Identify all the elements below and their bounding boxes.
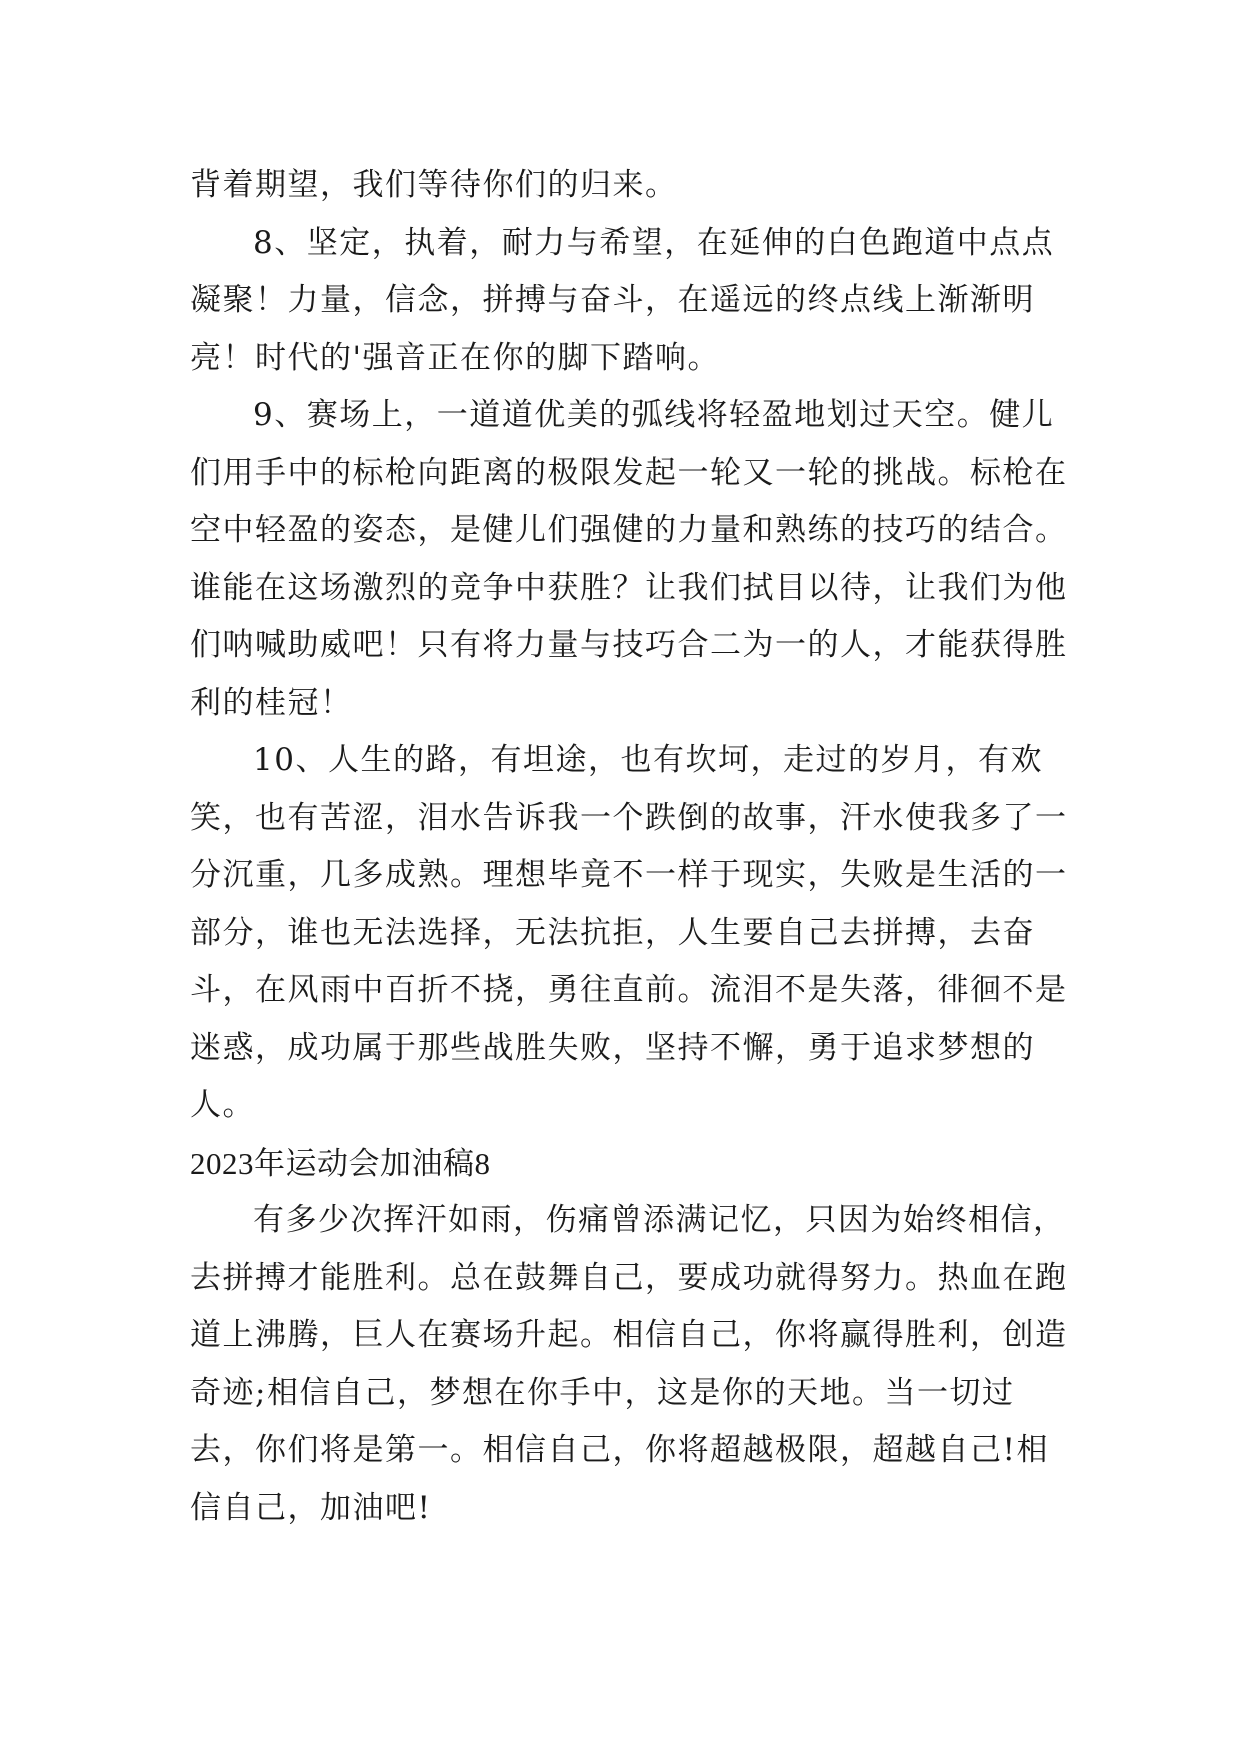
paragraph-final: 有多少次挥汗如雨，伤痛曾添满记忆，只因为始终相信，去拼搏才能胜利。总在鼓舞自己，要成功就得努力。热血在跑道上沸腾，巨人在赛场升起。相信自己，你将赢得胜利，创造奇迹;相信自己，梦想在你手中，这是你的天地。当一切过去，你们将是第一。相信自己，你将超越极限，超越自己!相信自己，加油吧! [190, 1202, 1068, 1526]
paragraph-item-10: 10、人生的路，有坦途，也有坎坷，走过的岁月，有欢笑，也有苦涩，泪水告诉我一个跌倒的故事，汗水使我多了一分沉重，几多成熟。理想毕竟不一样于现实，失败是生活的一部分，谁也无法选择，无法抗拒，人生要自己去拼搏，去奋斗，在风雨中百折不挠，勇往直前。流泪不是失落，徘徊不是迷惑，成功属于那些战胜失败，坚持不懈，勇于追求梦想的人。 [190, 742, 1068, 1123]
paragraph-item-8: 8、坚定，执着，耐力与希望，在延伸的白色跑道中点点凝聚！力量，信念，拼搏与奋斗，在遥远的终点线上渐渐明亮！时代的'强音正在你的脚下踏响。 [190, 224, 1055, 376]
paragraph-continuation: 背着期望，我们等待你们的归来。 [190, 167, 678, 203]
section-heading: 2023年运动会加油稿8 [190, 1145, 491, 1181]
document-body [190, 157, 1070, 1537]
paragraph-item-9: 9、赛场上，一道道优美的弧线将轻盈地划过天空。健儿们用手中的标枪向距离的极限发起一轮又一轮的挑战。标枪在空中轻盈的姿态，是健儿们强健的力量和熟练的技巧的结合。谁能在这场激烈的竞争中获胜？让我们拭目以待，让我们为他们呐喊助威吧！只有将力量与技巧合二为一的人，才能获得胜利的桂冠！ [190, 397, 1068, 721]
